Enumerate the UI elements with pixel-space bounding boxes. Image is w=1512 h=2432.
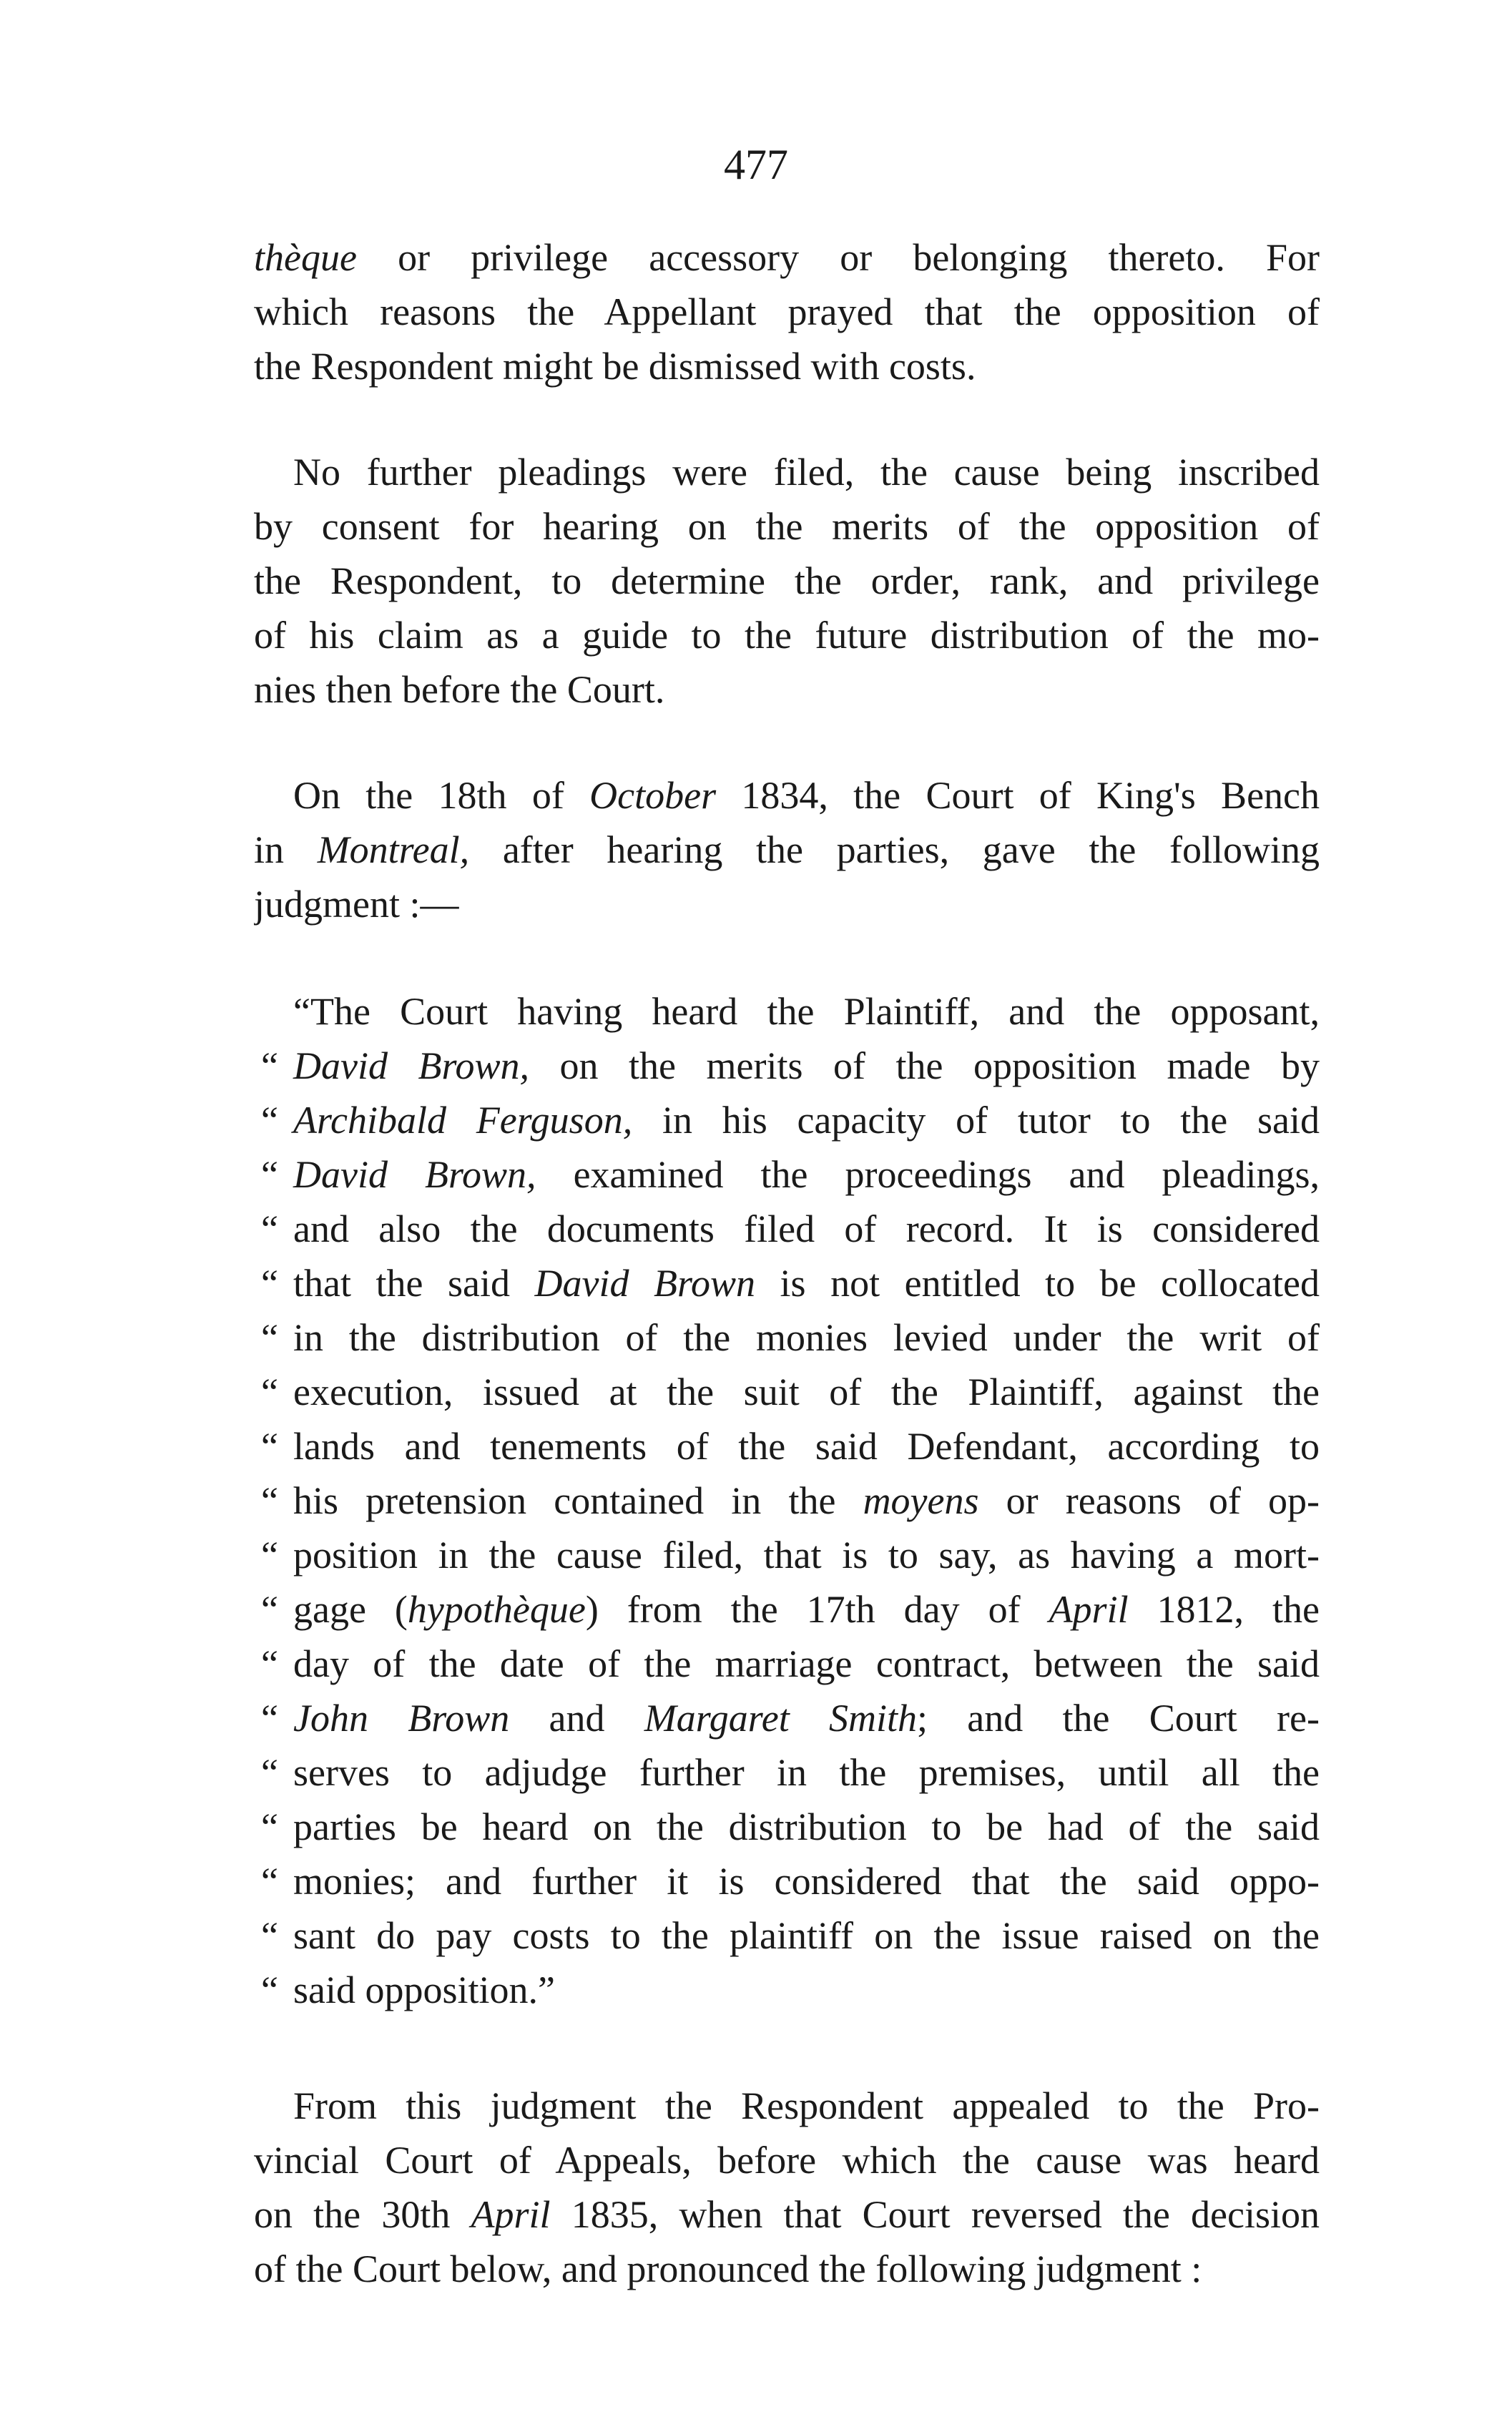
- text-line: From this judgment the Respondent appealed to the Pro-: [293, 2084, 1320, 2127]
- quote-line: “ monies; and further it is considered that the said oppo-: [261, 1860, 1320, 1903]
- quote-line: “ gage (hypothèque) from the 17th day of April 1812, the: [261, 1588, 1320, 1631]
- text-line: judgment :—: [254, 883, 459, 926]
- text-line: On the 18th of October 1834, the Court of King's Bench: [293, 774, 1320, 817]
- quote-line: “ day of the date of the marriage contract, between the said: [261, 1642, 1320, 1685]
- page-number: 477: [724, 141, 788, 188]
- quote-line: “ and also the documents filed of record. It is considered: [261, 1207, 1320, 1250]
- text-line: nies then before the Court.: [254, 668, 665, 711]
- quote-line: “ position in the cause filed, that is to say, as having a mort-: [261, 1534, 1320, 1577]
- quote-line: “ his pretension contained in the moyens or reasons of op-: [261, 1479, 1320, 1522]
- quote-line: “The Court having heard the Plaintiff, and the opposant,: [293, 990, 1320, 1033]
- quote-line: “ David Brown, on the merits of the opposition made by: [261, 1044, 1320, 1087]
- quote-line: “ serves to adjudge further in the premises, until all the: [261, 1751, 1320, 1794]
- quote-line: “ parties be heard on the distribution to be had of the said: [261, 1805, 1320, 1848]
- text-line: which reasons the Appellant prayed that the opposition of: [254, 290, 1320, 333]
- text-line: in Montreal, after hearing the parties, gave the following: [254, 828, 1320, 871]
- quote-line: “ that the said David Brown is not entitled to be collocated: [261, 1262, 1320, 1305]
- quote-line: “ execution, issued at the suit of the Plaintiff, against the: [261, 1371, 1320, 1413]
- quote-line: “ John Brown and Margaret Smith; and the Court re-: [261, 1697, 1320, 1740]
- text-line: of his claim as a guide to the future distribution of the mo-: [254, 614, 1320, 657]
- text-line: the Respondent, to determine the order, rank, and privilege: [254, 559, 1320, 602]
- quote-line: “ said opposition.”: [261, 1968, 555, 2011]
- text-line: the Respondent might be dismissed with costs.: [254, 345, 976, 388]
- quote-line: “ David Brown, examined the proceedings and pleadings,: [261, 1153, 1320, 1196]
- quote-line: “ sant do pay costs to the plaintiff on the issue raised on the: [261, 1914, 1320, 1957]
- quote-line: “ lands and tenements of the said Defendant, according to: [261, 1425, 1320, 1468]
- text-line: thèque or privilege accessory or belonging thereto. For: [254, 236, 1320, 279]
- quote-line: “ in the distribution of the monies levied under the writ of: [261, 1316, 1320, 1359]
- text-line: No further pleadings were filed, the cause being inscribed: [293, 451, 1320, 494]
- text-line: on the 30th April 1835, when that Court reversed the decision: [254, 2193, 1320, 2236]
- text-line: vincial Court of Appeals, before which the cause was heard: [254, 2139, 1320, 2182]
- text-line: by consent for hearing on the merits of the opposition of: [254, 505, 1320, 548]
- text-line: of the Court below, and pronounced the following judgment :: [254, 2247, 1202, 2290]
- quote-line: “ Archibald Ferguson, in his capacity of tutor to the said: [261, 1099, 1320, 1142]
